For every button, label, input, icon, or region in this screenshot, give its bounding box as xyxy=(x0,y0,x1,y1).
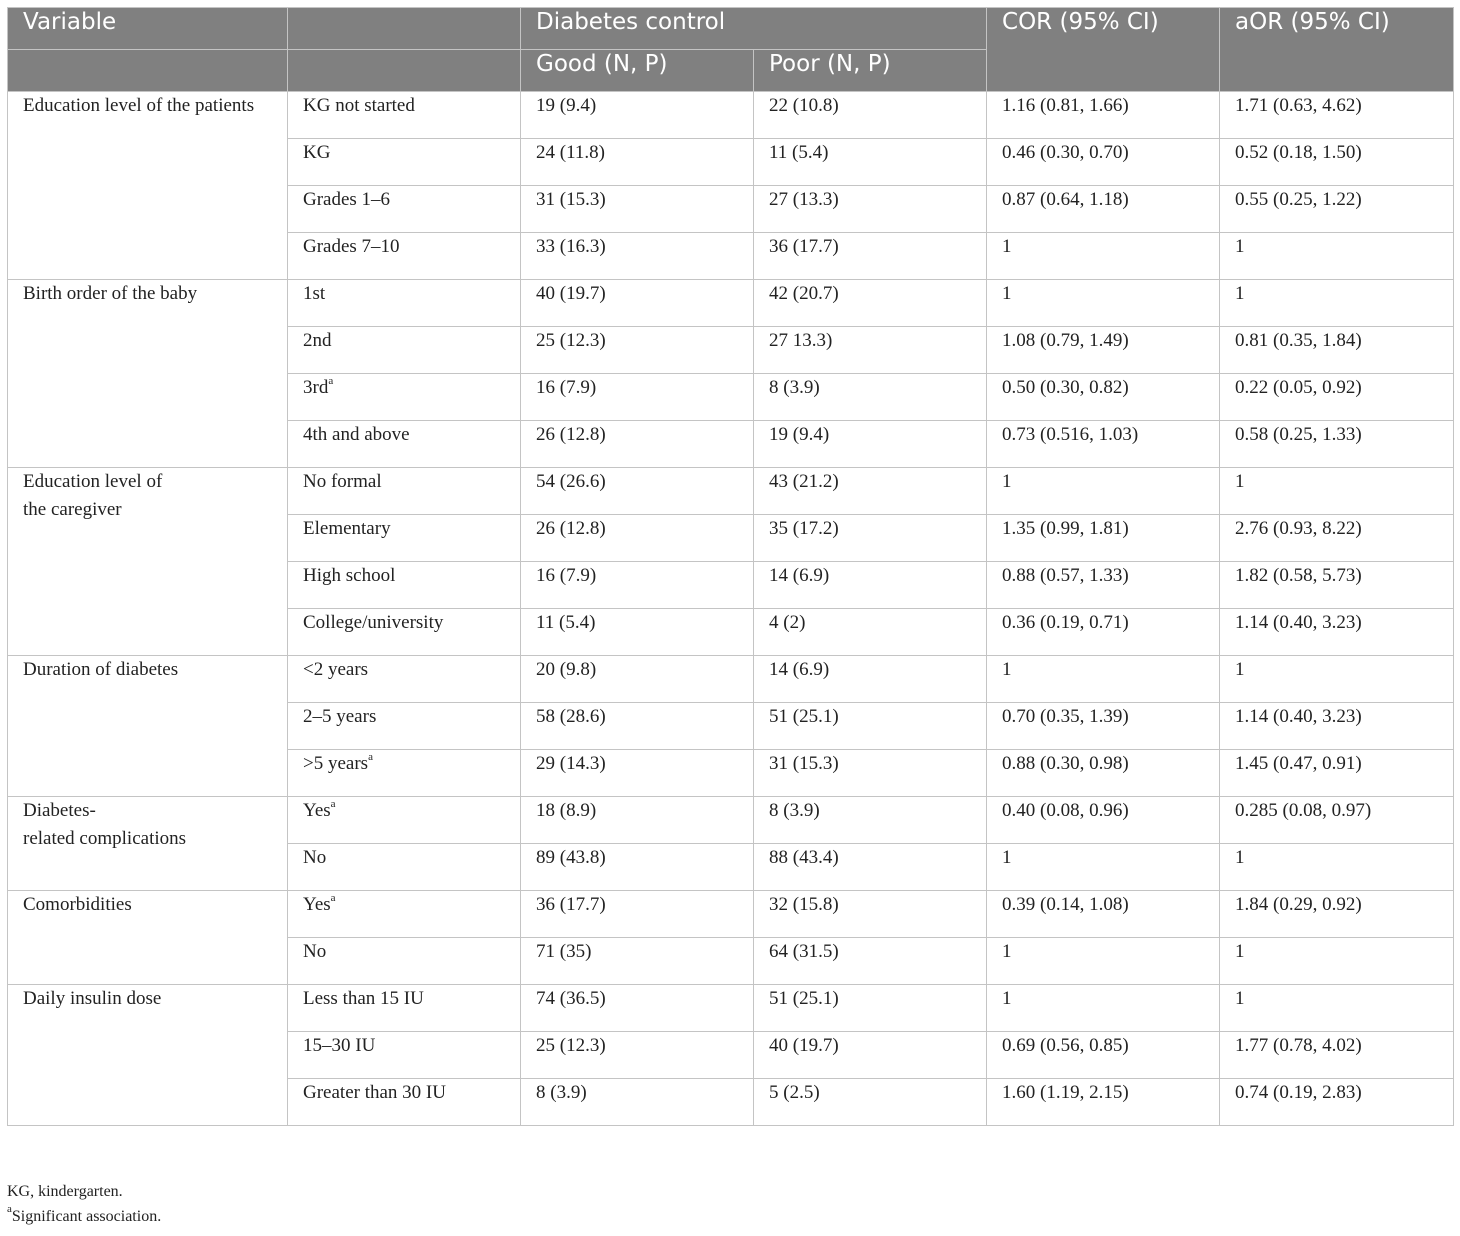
cor-cell: 0.50 (0.30, 0.82) xyxy=(987,374,1220,421)
poor-cell: 4 (2) xyxy=(754,609,987,656)
category-label: 3rd xyxy=(303,377,329,398)
category-cell xyxy=(288,139,521,186)
aor-cell: 1 xyxy=(1220,985,1454,1032)
aor-cell: 1.14 (0.40, 3.23) xyxy=(1220,703,1454,750)
category-label: No formal xyxy=(303,471,382,492)
category-cell xyxy=(288,656,521,703)
good-cell: 16 (7.9) xyxy=(521,374,754,421)
header-cor: COR (95% CI) xyxy=(987,8,1220,92)
cor-cell: 1 xyxy=(987,985,1220,1032)
category-label: Greater than 30 IU xyxy=(303,1082,446,1103)
variable-cell: Duration of diabetes xyxy=(8,656,288,797)
footnote-significance-text: Significant association. xyxy=(11,1208,162,1225)
category-cell xyxy=(288,233,521,280)
good-cell: 11 (5.4) xyxy=(521,609,754,656)
category-label: Grades 1–6 xyxy=(303,189,391,210)
cor-cell: 1 xyxy=(987,233,1220,280)
category-label: KG xyxy=(303,142,331,163)
category-cell xyxy=(288,374,521,421)
poor-cell: 64 (31.5) xyxy=(754,938,987,985)
table-row xyxy=(8,468,1454,515)
cor-cell: 0.88 (0.57, 1.33) xyxy=(987,562,1220,609)
category-label: 2nd xyxy=(303,330,332,351)
aor-cell: 1 xyxy=(1220,844,1454,891)
footnote-mark: a xyxy=(7,1203,12,1215)
table-body xyxy=(8,92,1454,1126)
poor-cell: 88 (43.4) xyxy=(754,844,987,891)
category-label: 1st xyxy=(303,283,326,304)
table-row xyxy=(8,656,1454,703)
category-label: No xyxy=(303,941,327,962)
poor-cell: 14 (6.9) xyxy=(754,656,987,703)
poor-cell: 51 (25.1) xyxy=(754,703,987,750)
good-cell: 20 (9.8) xyxy=(521,656,754,703)
aor-cell: 1.82 (0.58, 5.73) xyxy=(1220,562,1454,609)
poor-cell: 14 (6.9) xyxy=(754,562,987,609)
good-cell: 40 (19.7) xyxy=(521,280,754,327)
good-cell: 18 (8.9) xyxy=(521,797,754,844)
aor-cell: 1 xyxy=(1220,233,1454,280)
category-cell xyxy=(288,515,521,562)
good-cell: 36 (17.7) xyxy=(521,891,754,938)
category-label: No xyxy=(303,847,327,868)
aor-cell: 1.45 (0.47, 0.91) xyxy=(1220,750,1454,797)
table-row xyxy=(8,985,1454,1032)
category-label: Yes xyxy=(303,800,331,821)
category-label: Elementary xyxy=(303,518,391,539)
good-cell: 19 (9.4) xyxy=(521,92,754,139)
aor-cell: 1.77 (0.78, 4.02) xyxy=(1220,1032,1454,1079)
category-cell xyxy=(288,562,521,609)
header-empty-cell xyxy=(288,8,521,50)
table-row xyxy=(8,92,1454,139)
cor-cell: 1 xyxy=(987,656,1220,703)
poor-cell: 42 (20.7) xyxy=(754,280,987,327)
footnote-significance xyxy=(7,1203,162,1226)
poor-cell: 11 (5.4) xyxy=(754,139,987,186)
cor-cell: 1 xyxy=(987,938,1220,985)
poor-cell: 8 (3.9) xyxy=(754,374,987,421)
table-row xyxy=(8,797,1454,844)
variable-cell: Education level of the caregiver xyxy=(8,468,288,656)
cor-cell: 0.73 (0.516, 1.03) xyxy=(987,421,1220,468)
poor-cell: 36 (17.7) xyxy=(754,233,987,280)
poor-cell: 35 (17.2) xyxy=(754,515,987,562)
poor-cell: 31 (15.3) xyxy=(754,750,987,797)
aor-cell: 1.71 (0.63, 4.62) xyxy=(1220,92,1454,139)
aor-cell: 1 xyxy=(1220,938,1454,985)
cor-cell: 1.16 (0.81, 1.66) xyxy=(987,92,1220,139)
poor-cell: 5 (2.5) xyxy=(754,1079,987,1126)
variable-cell: Education level of the patients xyxy=(8,92,288,280)
good-cell: 74 (36.5) xyxy=(521,985,754,1032)
aor-cell: 0.55 (0.25, 1.22) xyxy=(1220,186,1454,233)
good-cell: 58 (28.6) xyxy=(521,703,754,750)
variable-cell: Birth order of the baby xyxy=(8,280,288,468)
good-cell: 31 (15.3) xyxy=(521,186,754,233)
category-cell xyxy=(288,844,521,891)
header-blank-category xyxy=(288,50,521,92)
cor-cell: 0.87 (0.64, 1.18) xyxy=(987,186,1220,233)
category-label: <2 years xyxy=(303,659,369,680)
category-cell xyxy=(288,327,521,374)
category-label: 15–30 IU xyxy=(303,1035,376,1056)
category-cell xyxy=(288,797,521,844)
cor-cell: 0.70 (0.35, 1.39) xyxy=(987,703,1220,750)
good-cell: 33 (16.3) xyxy=(521,233,754,280)
category-label: 4th and above xyxy=(303,424,410,445)
aor-cell: 1.14 (0.40, 3.23) xyxy=(1220,609,1454,656)
good-cell: 26 (12.8) xyxy=(521,421,754,468)
good-cell: 24 (11.8) xyxy=(521,139,754,186)
category-cell xyxy=(288,421,521,468)
category-label: Less than 15 IU xyxy=(303,988,424,1009)
cor-cell: 1.60 (1.19, 2.15) xyxy=(987,1079,1220,1126)
aor-cell: 0.52 (0.18, 1.50) xyxy=(1220,139,1454,186)
variable-cell: Daily insulin dose xyxy=(8,985,288,1126)
good-cell: 89 (43.8) xyxy=(521,844,754,891)
good-cell: 54 (26.6) xyxy=(521,468,754,515)
good-cell: 16 (7.9) xyxy=(521,562,754,609)
table-row xyxy=(8,891,1454,938)
header-poor: Poor (N, P) xyxy=(754,50,987,92)
cor-cell: 0.88 (0.30, 0.98) xyxy=(987,750,1220,797)
poor-cell: 8 (3.9) xyxy=(754,797,987,844)
good-cell: 71 (35) xyxy=(521,938,754,985)
good-cell: 25 (12.3) xyxy=(521,1032,754,1079)
cor-cell: 1.08 (0.79, 1.49) xyxy=(987,327,1220,374)
cor-cell: 1.35 (0.99, 1.81) xyxy=(987,515,1220,562)
significance-mark: a xyxy=(368,751,373,763)
cor-cell: 0.39 (0.14, 1.08) xyxy=(987,891,1220,938)
category-cell xyxy=(288,938,521,985)
category-cell xyxy=(288,609,521,656)
variable-cell: Comorbidities xyxy=(8,891,288,985)
poor-cell: 22 (10.8) xyxy=(754,92,987,139)
aor-cell: 0.74 (0.19, 2.83) xyxy=(1220,1079,1454,1126)
cor-cell: 1 xyxy=(987,280,1220,327)
header-variable: Variable xyxy=(8,8,288,50)
category-label: >5 years xyxy=(303,753,369,774)
category-cell xyxy=(288,985,521,1032)
category-cell xyxy=(288,92,521,139)
category-label: High school xyxy=(303,565,396,586)
category-label: KG not started xyxy=(303,95,415,116)
poor-cell: 43 (21.2) xyxy=(754,468,987,515)
significance-mark: a xyxy=(328,375,334,387)
aor-cell: 1 xyxy=(1220,468,1454,515)
category-cell xyxy=(288,468,521,515)
header-blank-left xyxy=(8,50,288,92)
aor-cell: 0.81 (0.35, 1.84) xyxy=(1220,327,1454,374)
header-diabetes-control: Diabetes control xyxy=(521,8,987,50)
category-cell xyxy=(288,1079,521,1126)
aor-cell: 0.22 (0.05, 0.92) xyxy=(1220,374,1454,421)
significance-mark: a xyxy=(330,892,336,904)
category-cell xyxy=(288,280,521,327)
table-row xyxy=(8,280,1454,327)
poor-cell: 51 (25.1) xyxy=(754,985,987,1032)
header-aor: aOR (95% CI) xyxy=(1220,8,1454,92)
good-cell: 8 (3.9) xyxy=(521,1079,754,1126)
cor-cell: 1 xyxy=(987,468,1220,515)
footnote-abbreviation: KG, kindergarten. xyxy=(7,1183,123,1200)
category-label: College/university xyxy=(303,612,444,633)
aor-cell: 1.84 (0.29, 0.92) xyxy=(1220,891,1454,938)
good-cell: 29 (14.3) xyxy=(521,750,754,797)
poor-cell: 27 (13.3) xyxy=(754,186,987,233)
results-table xyxy=(7,7,1454,1126)
aor-cell: 0.285 (0.08, 0.97) xyxy=(1220,797,1454,844)
category-cell xyxy=(288,750,521,797)
cor-cell: 0.69 (0.56, 0.85) xyxy=(987,1032,1220,1079)
header-good: Good (N, P) xyxy=(521,50,754,92)
poor-cell: 19 (9.4) xyxy=(754,421,987,468)
good-cell: 25 (12.3) xyxy=(521,327,754,374)
category-cell xyxy=(288,703,521,750)
category-label: Yes xyxy=(303,894,331,915)
category-cell xyxy=(288,186,521,233)
category-cell xyxy=(288,1032,521,1079)
aor-cell: 1 xyxy=(1220,280,1454,327)
poor-cell: 40 (19.7) xyxy=(754,1032,987,1079)
aor-cell: 0.58 (0.25, 1.33) xyxy=(1220,421,1454,468)
good-cell: 26 (12.8) xyxy=(521,515,754,562)
category-cell xyxy=(288,891,521,938)
category-label: 2–5 years xyxy=(303,706,377,727)
cor-cell: 0.36 (0.19, 0.71) xyxy=(987,609,1220,656)
cor-cell: 1 xyxy=(987,844,1220,891)
significance-mark: a xyxy=(330,798,336,810)
poor-cell: 32 (15.8) xyxy=(754,891,987,938)
category-label: Grades 7–10 xyxy=(303,236,400,257)
cor-cell: 0.40 (0.08, 0.96) xyxy=(987,797,1220,844)
table-header xyxy=(8,8,1454,92)
poor-cell: 27 13.3) xyxy=(754,327,987,374)
cor-cell: 0.46 (0.30, 0.70) xyxy=(987,139,1220,186)
aor-cell: 2.76 (0.93, 8.22) xyxy=(1220,515,1454,562)
variable-cell: Diabetes- related complications xyxy=(8,797,288,891)
aor-cell: 1 xyxy=(1220,656,1454,703)
